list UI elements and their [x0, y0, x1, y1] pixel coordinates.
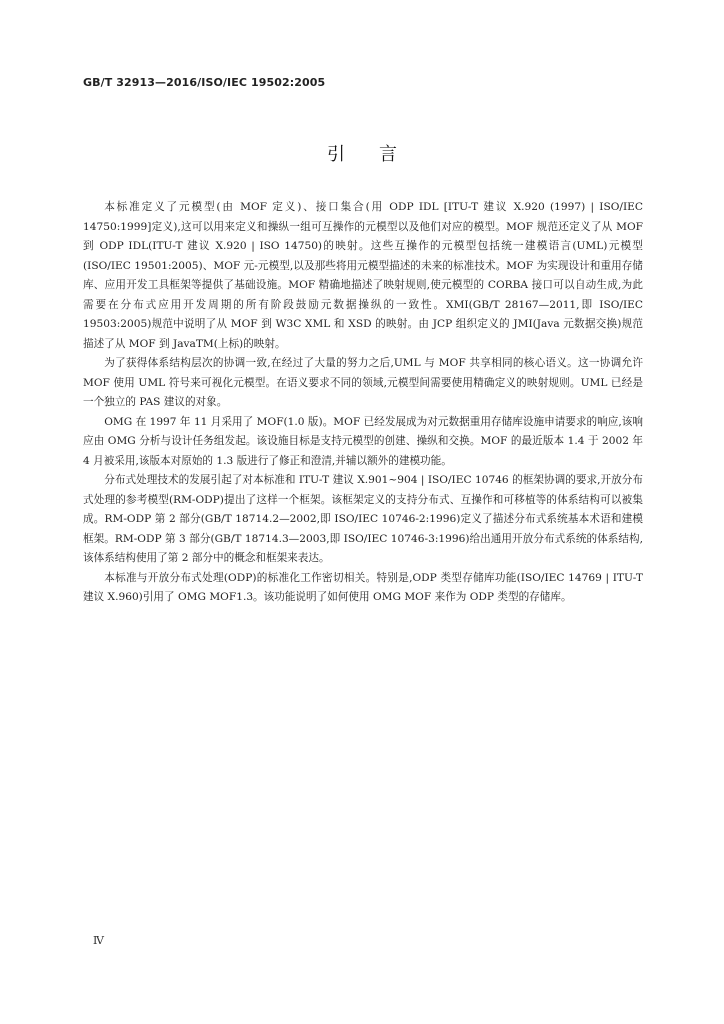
standard-number-header: GB/T 32913—2016/ISO/IEC 19502:2005	[83, 76, 326, 89]
page-number: Ⅳ	[93, 934, 104, 947]
paragraph: 本标准定义了元模型(由 MOF 定义)、接口集合(用 ODP IDL [ITU-T 建议 X.920 (1997) | ISO/IEC 14750:1999]定义),这可以用来定义和操纵一组可互操作的元模型以及他们对应的模型。MOF 规范还定义了从 MOF 到 ODP IDL(ITU-T 建议 X.920 | ISO 14750)的映射。这些互操作的元模型包括统一建模语言(UML)元模型(ISO/IEC 19501:2005)、MOF 元-元模型,以及那些将用元模型描述的未来的标准技术。MOF 为实现设计和重用存储库、应用开发工具框架等提供了基础设施。MOF 精确地描述了映射规则,使元模型的 CORBA 接口可以自动生成,为此需要在分布式应用开发周期的所有阶段鼓励元数据操纵的一致性。XMI(GB/T 28167—2011,即 ISO/IEC 19503:2005)规范中说明了从 MOF 到 W3C XML 和 XSD 的映射。由 JCP 组织定义的 JMI(Java 元数据交换)规范描述了从 MOF 到 JavaTM(上标)的映射。	[83, 201, 643, 350]
section-title: 引言	[327, 144, 431, 165]
paragraph: OMG 在 1997 年 11 月采用了 MOF(1.0 版)。MOF 已经发展成为对元数据重用存储库设施申请要求的响应,该响应由 OMG 分析与设计任务组发起。该设施目标是支持元模型的创建、操纵和交换。MOF 的最近版本 1.4 于 2002 年 4 月被采用,该版本对原始的 1.3 版进行了修正和澄清,并辅以额外的建模功能。	[83, 415, 643, 467]
paragraph: 本标准与开放分布式处理(ODP)的标准化工作密切相关。特别是,ODP 类型存储库功能(ISO/IEC 14769 | ITU-T 建议 X.960)引用了 OMG MOF1.3。该功能说明了如何使用 OMG MOF 来作为 ODP 类型的存储库。	[83, 571, 643, 603]
paragraph: 为了获得体系结构层次的协调一致,在经过了大量的努力之后,UML 与 MOF 共享相同的核心语义。这一协调允许 MOF 使用 UML 符号来可视化元模型。在语义要求不同的领域,元模型间需要使用精确定义的映射规则。UML 已经是一个独立的 PAS 建议的对象。	[83, 357, 643, 408]
body-text	[83, 198, 643, 608]
paragraph: 分布式处理技术的发展引起了对本标准和 ITU-T 建议 X.901~904 | ISO/IEC 10746 的框架协调的要求,开放分布式处理的参考模型(RM-ODP)提出了这样一个框架。该框架定义的支持分布式、互操作和可移植等的体系结构可以被集成。RM-ODP 第 2 部分(GB/T 18714.2—2002,即 ISO/IEC 10746-2:1996)定义了描述分布式系统基本术语和建模框架。RM-ODP 第 3 部分(GB/T 18714.3—2003,即 ISO/IEC 10746-3:1996)给出通用开放分布式系统的体系结构,该体系结构使用了第 2 部分中的概念和框架来表达。	[83, 474, 643, 564]
